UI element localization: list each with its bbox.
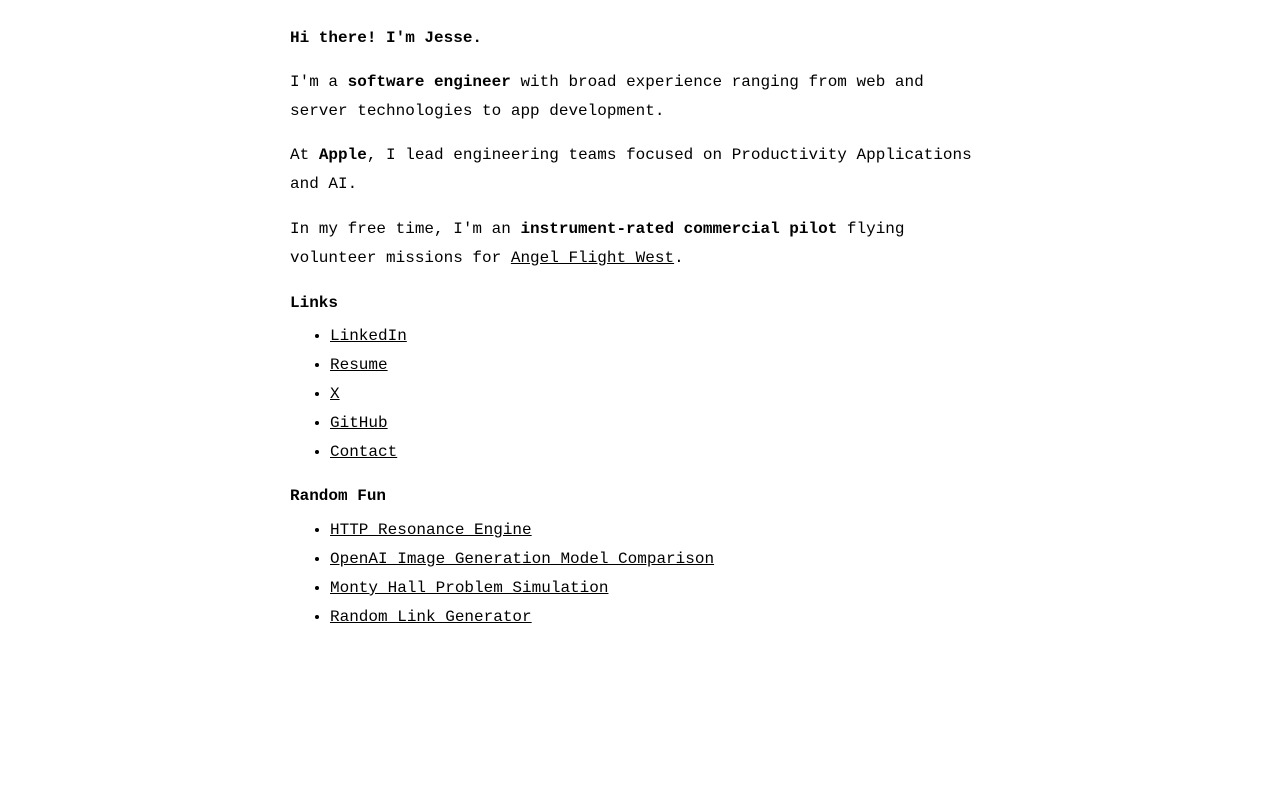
list-item	[330, 438, 407, 467]
monty-hall-simulation-link[interactable]: Monty Hall Problem Simulation	[330, 579, 609, 597]
random-fun-list	[290, 516, 714, 632]
intro-p1-text-after: with broad experience ranging from web and server technologies to app development.	[290, 73, 924, 120]
intro-paragraph-1	[290, 68, 990, 126]
intro-p2-text: At	[290, 146, 319, 164]
intro-paragraph-3	[290, 215, 990, 273]
contact-link[interactable]: Contact	[330, 443, 398, 461]
intro-p3-text-after: .	[674, 249, 684, 267]
intro-p2-bold: Apple	[318, 146, 367, 164]
list-item	[330, 545, 714, 574]
openai-image-comparison-link[interactable]: OpenAI Image Generation Model Comparison	[330, 550, 715, 568]
list-item	[330, 322, 407, 351]
greeting-heading: Hi there! I'm Jesse.	[290, 29, 483, 47]
random-fun-section-title: Random Fun	[290, 487, 387, 505]
intro-paragraph-2	[290, 141, 990, 199]
links-section-title: Links	[290, 294, 339, 312]
intro-p3-text: In my free time, I'm an	[290, 220, 521, 238]
list-item	[330, 603, 714, 632]
angel-flight-west-link[interactable]: Angel Flight West	[510, 249, 675, 267]
http-resonance-engine-link[interactable]: HTTP Resonance Engine	[330, 521, 532, 539]
resume-link[interactable]: Resume	[330, 356, 388, 374]
github-link[interactable]: GitHub	[330, 414, 388, 432]
list-item	[330, 409, 407, 438]
intro-p1-text: I'm a	[290, 73, 348, 91]
intro-p1-bold: software engineer	[347, 73, 511, 91]
random-link-generator-link[interactable]: Random Link Generator	[330, 608, 532, 626]
linkedin-link[interactable]: LinkedIn	[330, 327, 407, 345]
intro-p2-text-after: , I lead engineering teams focused on Productivity Applications and AI.	[290, 146, 972, 193]
list-item	[330, 351, 407, 380]
list-item	[330, 574, 714, 603]
list-item	[330, 516, 714, 545]
list-item	[330, 380, 407, 409]
intro-p3-bold: instrument-rated commercial pilot	[520, 220, 838, 238]
links-list	[290, 322, 407, 467]
x-link[interactable]: X	[330, 385, 340, 403]
intro-p3-text-middle: flying volunteer missions for	[290, 220, 905, 267]
